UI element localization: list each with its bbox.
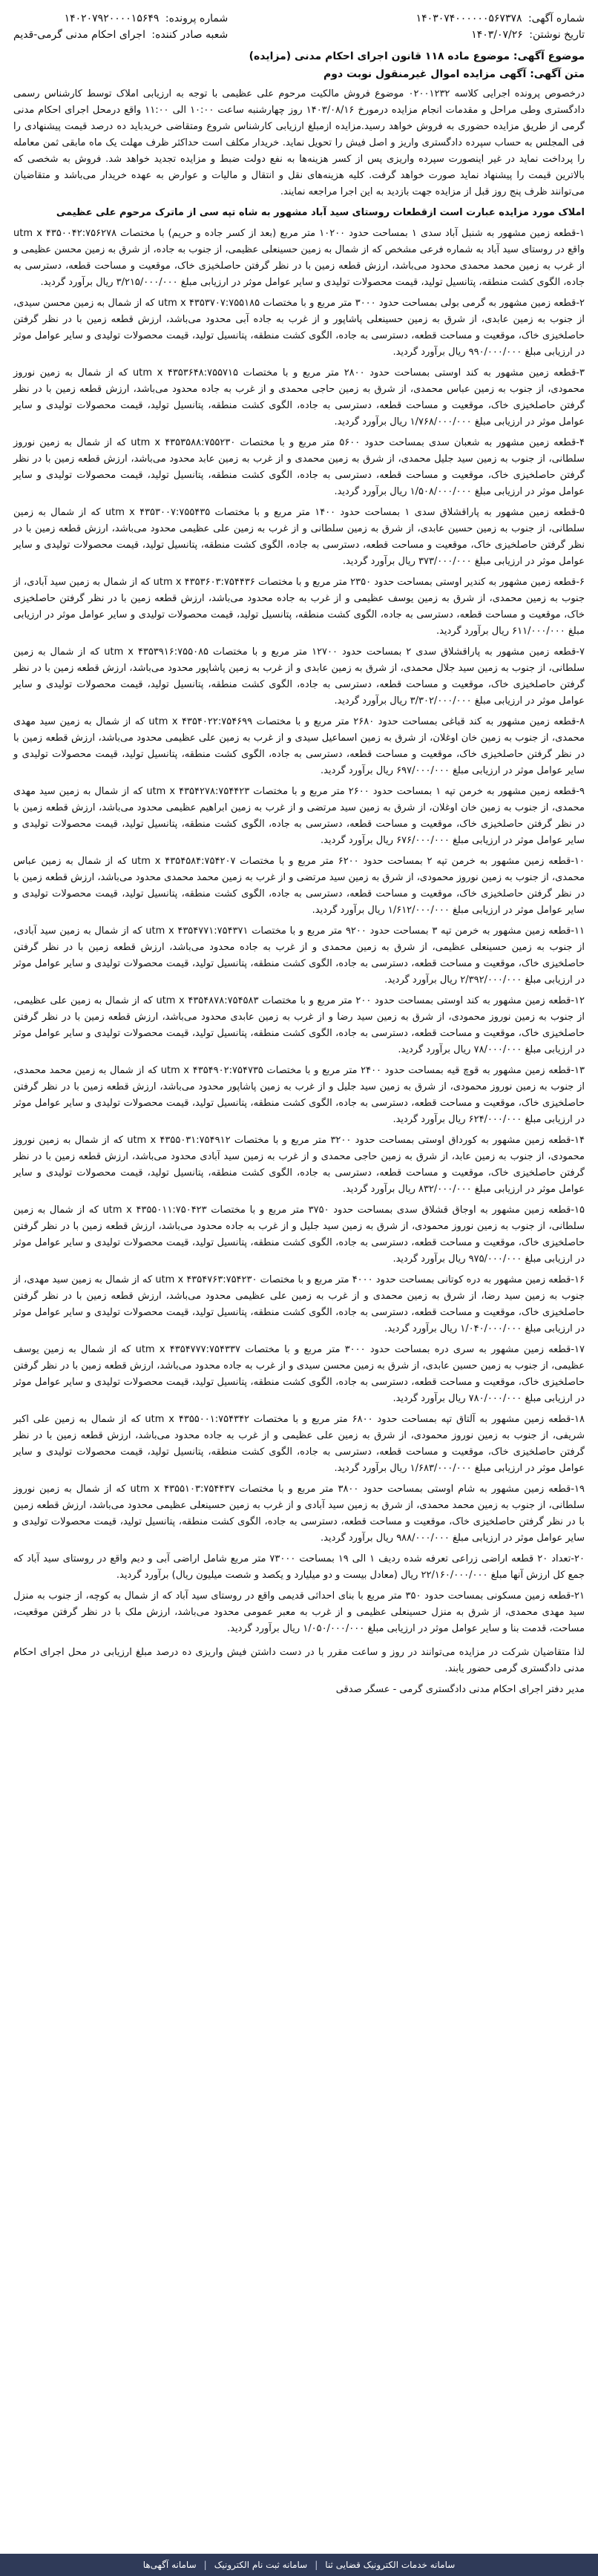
intro-heading: املاک مورد مزایده عبارت است ازقطعات روستای سید آباد مشهور به شاه تپه سی از ماترک مرحوم علی عظیمی xyxy=(56,207,585,218)
write-date-label: تاریخ نوشتن: xyxy=(529,29,585,41)
list-item: ۱-قطعه زمین مشهور به شنبل آباد سدی ۱ بمساحت حدود ۱۰۲۰۰ متر مربع (بعد از کسر جاده و حریم) با مختصات ۷۵۶۲۷۸:utm x ۴۳۵۰۰۴۲ واقع در روستای سید آباد به شماره فرعی مشخص که از شمال به زمین حسینعلی عظیمی، از جنوب به جاده، از شرق به زمین محسن عظیمی و از غرب به زمین محمد محمدی محدود می‌باشد، ارزش قطعه زمین با در نظر گرفتن حاصلخیزی خاک، موقعیت و مساحت قطعه، دسترسی به جاده، الگوی کشت منطقه، پتانسیل تولید، قیمت محصولات تولیدی و سایر عوامل موثر در ارزیابی مبلغ ۳/۲۱۵/۰۰۰/۰۰۰ ریال برآورد گردید. xyxy=(13,228,585,288)
list-item: ۱۱-قطعه زمین مشهور به خرمن تپه ۳ بمساحت حدود ۹۲۰۰ متر مربع و با مختصات ۷۵۴۳۷۱:utm x ۴۳۵۴۷۷۱ که از شمال به زمین سید آبادی، از جنوب به زمین حسینعلی عظیمی، از شرق به زمین محمدی و از غرب به جاده محدود می‌باشد، ارزش قطعه زمین با در نظر گرفتن حاصلخیزی خاک، موقعیت و مساحت قطعه، دسترسی به جاده، الگوی کشت منطقه، پتانسیل تولید، قیمت محصولات تولیدی و سایر عوامل موثر در ارزیابی مبلغ ۲/۳۹۲/۰۰۰/۰۰۰ ریال برآورد گردید. xyxy=(13,925,585,986)
list-item: ۷-قطعه زمین مشهور به پاراقشلاق سدی ۲ بمساحت حدود ۱۲۷۰۰ متر مربع و با مختصات ۷۵۵۰۸۵:utm x ۴۳۵۳۹۱۶ که از شمال به زمین سلطانی، از جنوب به زمین سید جلال محمدی، از شرق به زمین عابدی و از غرب به زمین پاشاپور محدود می‌باشد، ارزش قطعه زمین با در نظر گرفتن حاصلخیزی خاک، موقعیت و مساحت قطعه، دسترسی به جاده، الگوی کشت منطقه، پتانسیل تولید، قیمت محصولات تولیدی و سایر عوامل موثر در ارزیابی مبلغ ۳/۳۰۲/۰۰۰/۰۰۰ ریال برآورد گردید. xyxy=(13,646,585,707)
list-item: ۳-قطعه زمین مشهور به کند اوستی بمساحت حدود ۲۸۰۰ متر مربع و با مختصات ۷۵۵۷۱۵:utm x ۴۳۵۳۶۴۸ که از شمال به زمین نوروز محمودی، از جنوب به زمین عباس محمدی، از شرق به زمین حاجی محمدی و از غرب به جاده محدود می‌باشد، ارزش قطعه زمین با در نظر گرفتن حاصلخیزی خاک، موقعیت و مساحت قطعه، دسترسی به جاده، الگوی کشت منطقه، پتانسیل تولید، قیمت محصولات تولیدی و سایر عوامل موثر در ارزیابی مبلغ ۱/۷۶۸/۰۰۰/۰۰۰ ریال برآورد گردید. xyxy=(13,367,585,427)
case-number-label: شماره پرونده: xyxy=(165,13,229,24)
ad-number-label: شماره آگهی: xyxy=(528,13,585,24)
write-date-row xyxy=(416,27,585,43)
signature-line: مدیر دفتر اجرای احکام مدنی دادگستری گرمی - عسگر صدقی xyxy=(335,1684,585,1695)
footer-separator: | xyxy=(315,2560,318,2570)
ad-number-row xyxy=(416,10,585,27)
ad-type-line: متن آگهی: آگهی مزایده اموال غیرمنقول نوبت دوم xyxy=(323,68,585,80)
case-number-value: ۱۴۰۲۰۷۹۲۰۰۰۰۱۵۶۴۹ xyxy=(64,13,160,24)
list-item: ۱۹-قطعه زمین مشهور به شام اوستی بمساحت حدود ۳۸۰۰ متر مربع و با مختصات ۷۵۴۴۳۷:utm x ۴۳۵۵۱۰۳ که از شمال به زمین نوروز سلطانی، از جنوب به زمین محمد محمدی، از شرق به زمین سید آبادی و از غرب به زمین حسینعلی عظیمی محدود می‌باشد، ارزش قطعه زمین با در نظر گرفتن حاصلخیزی خاک، موقعیت و مساحت قطعه، دسترسی به جاده، الگوی کشت منطقه، پتانسیل تولید، قیمت محصولات تولیدی و سایر عوامل موثر در ارزیابی مبلغ ۹۸۸/۰۰۰/۰۰۰ ریال برآورد گردید. xyxy=(13,1484,585,1544)
list-item: ۱۷-قطعه زمین مشهور به سری دره بمساحت حدود ۳۰۰۰ متر مربع و با مختصات ۷۵۴۳۳۷:utm x ۴۳۵۴۷۷۷ که از شمال به زمین یوسف عظیمی، از جنوب به زمین حسین عابدی، از شرق به زمین محسن سیدی و از غرب به جاده محدود می‌باشد، ارزش قطعه زمین با در نظر گرفتن حاصلخیزی خاک، موقعیت و مساحت قطعه، دسترسی به جاده، الگوی کشت منطقه، پتانسیل تولید، قیمت محصولات تولیدی و سایر عوامل موثر در ارزیابی مبلغ ۷۸۰/۰۰۰/۰۰۰ ریال برآورد گردید. xyxy=(13,1344,585,1404)
footer-separator: | xyxy=(203,2560,207,2570)
list-item: ۱۲-قطعه زمین مشهور به کند اوستی بمساحت حدود ۲۰۰ متر مربع و با مختصات ۷۵۴۵۸۳:utm x ۴۳۵۴۸۷۸ که از شمال به زمین علی عظیمی، از جنوب به زمین نوروز محمودی، از شرق به زمین سید رضا و از غرب به زمین عابدی محدود می‌باشد، ارزش قطعه زمین با در نظر گرفتن حاصلخیزی خاک، موقعیت و مساحت قطعه، دسترسی به جاده، الگوی کشت منطقه، پتانسیل تولید، قیمت محصولات تولیدی و سایر عوامل موثر در ارزیابی مبلغ ۷۸/۰۰۰/۰۰۰ ریال برآورد گردید. xyxy=(13,995,585,1055)
list-item: ۵-قطعه زمین مشهور به پاراقشلاق سدی ۱ بمساحت حدود ۱۴۰۰ متر مربع و با مختصات ۷۵۵۴۳۵:utm x ۴۳۵۳۰۰۷ که از شمال به زمین سلطانی، از جنوب به زمین حسین عابدی، از شرق به زمین سلطانی و از غرب به زمین علی عظیمی محدود می‌باشد، ارزش قطعه زمین با در نظر گرفتن حاصلخیزی خاک، موقعیت و مساحت قطعه، دسترسی به جاده، الگوی کشت منطقه، پتانسیل تولید، قیمت محصولات تولیدی و سایر عوامل موثر در ارزیابی مبلغ ۳۷۳/۰۰۰/۰۰۰ ریال برآورد گردید. xyxy=(13,507,585,567)
intro-paragraph: درخصوص پرونده اجرایی کلاسه ۰۲۰۰۱۲۳۲ موضوع فروش مالکیت مرحوم علی عظیمی با توجه به ارزیابی املاک توسط کارشناس رسمی دادگستری وطی مراحل و مقدمات انجام مزایده درمورخ ۱۴۰۳/۰۸/۱۶ روز چهارشنبه ساعت ۱۰:۰۰ الی ۱۱:۰۰ واقع درمحل اجرای احکام مدنی گرمی از طریق مزایده حضوری به فروش خواهد رسید.مزایده ازمبلغ ارزیابی کارشناس شروع ومتقاضی خریدباید ده درصد قیمت پیشنهادی را فی المجلس به حساب سپرده دادگستری واریز و اصل فیش را تحویل نماید. خریدار مکلف است حداکثر ظرف مهلت یک ماه مابقی ثمن معامله را پرداخت نماید در غیر اینصورت سپرده واریزی پس از کسر هزینه‌ها به نفع دولت ضبط و مزایده تجدید خواهد شد. فروش به شخصی که بالاترین قیمت را پیشنهاد نماید صورت خواهد گرفت. کلیه هزینه‌های نقل و انتقال و مالیات و عوارض به عهده خریدار می‌باشد و متقاضیان می‌توانند ظرف پنج روز قبل از مزایده جهت بازدید به این اجرا مراجعه نمایند. xyxy=(13,88,585,197)
list-item: ۴-قطعه زمین مشهور به شعبان سدی بمساحت حدود ۵۶۰۰ متر مربع و با مختصات ۷۵۵۲۳۰:utm x ۴۳۵۳۵۸۸ که از شمال به زمین نوروز سلطانی، از جنوب به زمین سید جلیل محمدی، از شرق به زمین محمدی و از غرب به زمین عابد محدود می‌باشد، ارزش قطعه زمین با در نظر گرفتن حاصلخیزی خاک، موقعیت و مساحت قطعه، دسترسی به جاده، الگوی کشت منطقه، پتانسیل تولید، قیمت محصولات تولیدی و سایر عوامل موثر در ارزیابی مبلغ ۱/۵۰۸/۰۰۰/۰۰۰ ریال برآورد گردید. xyxy=(13,437,585,497)
list-item: ۱۶-قطعه زمین مشهور به دره کوتانی بمساحت حدود ۴۰۰۰ متر مربع و با مختصات ۷۵۴۲۳۰:utm x ۴۳۵۴۷۶۳ که از شمال به زمین سید مهدی، از جنوب به زمین سید رضا، از شرق به زمین محمدی و از غرب به زمین علی عظیمی محدود می‌باشد، ارزش قطعه زمین با در نظر گرفتن حاصلخیزی خاک، موقعیت و مساحت قطعه، دسترسی به جاده، الگوی کشت منطقه، پتانسیل تولید، قیمت محصولات تولیدی و سایر عوامل موثر در ارزیابی مبلغ ۱/۰۴۰/۰۰۰/۰۰۰ ریال برآورد گردید. xyxy=(13,1274,585,1334)
write-date-value: ۱۴۰۳/۰۷/۲۶ xyxy=(471,29,523,41)
list-item: ۲۱-قطعه زمین مسکونی بمساحت حدود ۳۵۰ متر مربع با بنای احداثی قدیمی واقع در روستای سید آباد که از شمال به کوچه، از جنوب به منزل سید مهدی محمدی، از شرق به منزل حسینعلی عظیمی و از غرب به معبر عمومی محدود می‌باشد، ارزش ملک با در نظر گرفتن موقعیت، مساحت، قدمت بنا و سایر عوامل موثر در ارزیابی مبلغ ۱/۰۵۰/۰۰۰/۰۰۰ ریال برآورد گردید. xyxy=(13,1590,585,1634)
issuing-branch-value: اجرای احکام مدنی گرمی-قدیم xyxy=(13,29,145,41)
ad-number-value: ۱۴۰۳۰۷۴۰۰۰۰۰۰۵۶۷۳۷۸ xyxy=(415,13,522,24)
list-item: ۱۵-قطعه زمین مشهور به اوجاق قشلاق سدی بمساحت حدود ۳۷۵۰ متر مربع و با مختصات ۷۵۰۴۲۳:utm x ۴۳۵۵۰۱۱ که از شمال به زمین سلطانی، از جنوب به زمین نوروز محمودی، از شرق به زمین سید جلیل و از غرب به جاده محدود می‌باشد، ارزش قطعه زمین با در نظر گرفتن حاصلخیزی خاک، موقعیت و مساحت قطعه، دسترسی به جاده، الگوی کشت منطقه، پتانسیل تولید، قیمت محصولات تولیدی و سایر عوامل موثر در ارزیابی مبلغ ۹۷۵/۰۰۰/۰۰۰ ریال برآورد گردید. xyxy=(13,1205,585,1265)
case-number-row xyxy=(13,10,228,27)
items-list xyxy=(0,226,598,1637)
issuing-branch-label: شعبه صادر کننده: xyxy=(151,29,229,41)
footer-link-ads[interactable]: سامانه آگهی‌ها xyxy=(142,2560,197,2570)
list-item: ۹-قطعه زمین مشهور به خرمن تپه ۱ بمساحت حدود ۲۶۰۰ متر مربع و با مختصات ۷۵۴۴۲۳:utm x ۴۳۵۴۲۷۸ که از شمال به زمین سید مهدی محمدی، از جنوب به زمین خان اوغلان، از شرق به زمین سید مرتضی و از غرب به زمین ابراهیم عظیمی محدود می‌باشد، ارزش قطعه زمین با در نظر گرفتن حاصلخیزی خاک، موقعیت و مساحت قطعه، دسترسی به جاده، الگوی کشت منطقه، پتانسیل تولید، قیمت محصولات تولیدی و سایر عوامل موثر در ارزیابی مبلغ ۶۷۶/۰۰۰/۰۰۰ ریال برآورد گردید. xyxy=(13,786,585,846)
list-item: ۸-قطعه زمین مشهور به کند قباغی بمساحت حدود ۲۶۸۰ متر مربع و با مختصات ۷۵۴۶۹۹:utm x ۴۳۵۴۰۲۲ که از شمال به زمین سید مهدی محمدی، از جنوب به زمین خان اوغلان، از شرق به زمین اسماعیل سیدی و از غرب به زمین علی عظیمی محدود می‌باشد، ارزش قطعه زمین با در نظر گرفتن حاصلخیزی خاک، موقعیت و مساحت قطعه، دسترسی به جاده، الگوی کشت منطقه، پتانسیل تولید، قیمت محصولات تولیدی و سایر عوامل موثر در ارزیابی مبلغ ۶۹۷/۰۰۰/۰۰۰ ریال برآورد گردید. xyxy=(13,716,585,776)
subject-line: موضوع آگهی: موضوع ماده ۱۱۸ قانون اجرای احکام مدنی (مزایده) xyxy=(249,50,585,62)
list-item: ۶-قطعه زمین مشهور به کندیر اوستی بمساحت حدود ۲۳۵۰ متر مربع و با مختصات ۷۵۴۴۳۶:utm x ۴۳۵۳۶۰۳ که از شمال به زمین سید آبادی، از جنوب به زمین محمدی، از شرق به زمین یوسف عظیمی و از غرب به جاده محدود می‌باشد، ارزش قطعه زمین با در نظر گرفتن حاصلخیزی خاک، موقعیت و مساحت قطعه، دسترسی به جاده، الگوی کشت منطقه، پتانسیل تولید، قیمت محصولات تولیدی و سایر عوامل موثر در ارزیابی مبلغ ۶۱۱/۰۰۰/۰۰۰ ریال برآورد گردید. xyxy=(13,577,585,637)
list-item: ۱۸-قطعه زمین مشهور به آلتاق تپه بمساحت حدود ۶۸۰۰ متر مربع و با مختصات ۷۵۴۳۴۲:utm x ۴۳۵۵۰۰۱ که از شمال به زمین علی اکبر شریفی، از جنوب به زمین نوروز محمودی، از شرق به زمین علی عظیمی و از غرب به جاده محدود می‌باشد، ارزش قطعه زمین با در نظر گرفتن حاصلخیزی خاک، موقعیت و مساحت قطعه، دسترسی به جاده، الگوی کشت منطقه، پتانسیل تولید، قیمت محصولات تولیدی و سایر عوامل موثر در ارزیابی مبلغ ۱/۶۸۳/۰۰۰/۰۰۰ ریال برآورد گردید. xyxy=(13,1414,585,1474)
list-item: ۱۰-قطعه زمین مشهور به خرمن تپه ۲ بمساحت حدود ۶۲۰۰ متر مربع و با مختصات ۷۵۴۲۰۷:utm x ۴۳۵۴۵۸۴ که از شمال به زمین عباس محمدی، از جنوب به زمین نوروز محمودی، از شرق به زمین سید مرتضی و از غرب به زمین محمد محمدی محدود می‌باشد، ارزش قطعه زمین با در نظر گرفتن حاصلخیزی خاک، موقعیت و مساحت قطعه، دسترسی به جاده، الگوی کشت منطقه، پتانسیل تولید، قیمت محصولات تولیدی و سایر عوامل موثر در ارزیابی مبلغ ۱/۶۱۲/۰۰۰/۰۰۰ ریال برآورد گردید. xyxy=(13,856,585,916)
list-item: ۲۰-تعداد ۲۰ قطعه اراضی زراعی تعرفه شده ردیف ۱ الی ۱۹ بمساحت ۷۳۰۰۰ متر مربع شامل اراضی آبی و دیم واقع در روستای سید آباد که جمع کل ارزش آنها مبلغ ۲۲/۱۶۰/۰۰۰/۰۰۰ ریال (معادل بیست و دو میلیارد و یکصد و شصت میلیون ریال) برآورد گردید. xyxy=(13,1553,585,1581)
footer-bar xyxy=(0,2554,598,2576)
list-item: ۱۴-قطعه زمین مشهور به کورداق اوستی بمساحت حدود ۳۲۰۰ متر مربع و با مختصات ۷۵۴۹۱۲:utm x ۴۳۵۵۰۳۱ که از شمال به زمین نوروز محمودی، از جنوب به زمین عابد، از شرق به زمین حاجی محمدی و از غرب به زمین سید آبادی محدود می‌باشد، ارزش قطعه زمین با در نظر گرفتن حاصلخیزی خاک، موقعیت و مساحت قطعه، دسترسی به جاده، الگوی کشت منطقه، پتانسیل تولید، قیمت محصولات تولیدی و سایر عوامل موثر در ارزیابی مبلغ ۸۳۲/۰۰۰/۰۰۰ ریال برآورد گردید. xyxy=(13,1135,585,1195)
list-item: ۱۳-قطعه زمین مشهور به قوچ قیه بمساحت حدود ۲۴۰۰ متر مربع و با مختصات ۷۵۴۷۳۵:utm x ۴۳۵۴۹۰۲ که از شمال به زمین محمد محمدی، از جنوب به زمین نوروز محمودی، از شرق به زمین سید جلیل و از غرب به زمین پاشاپور محدود می‌باشد، ارزش قطعه زمین با در نظر گرفتن حاصلخیزی خاک، موقعیت و مساحت قطعه، دسترسی به جاده، الگوی کشت منطقه، پتانسیل تولید، قیمت محصولات تولیدی و سایر عوامل موثر در ارزیابی مبلغ ۶۲۴/۰۰۰/۰۰۰ ریال برآورد گردید. xyxy=(13,1065,585,1125)
document-header xyxy=(0,0,598,47)
footer-link-registration[interactable]: سامانه ثبت نام الکترونیک xyxy=(214,2560,308,2570)
header-right xyxy=(416,10,585,43)
footer-link-sana[interactable]: سامانه خدمات الکترونیک قضایی ثنا xyxy=(325,2560,456,2570)
header-left xyxy=(13,10,228,43)
list-item: ۲-قطعه زمین مشهور به گرمی بولی بمساحت حدود ۳۰۰۰ متر مربع و با مختصات ۷۵۵۱۸۵:utm x ۴۳۵۳۷۰۷ که از شمال به زمین محسن سیدی، از جنوب به زمین عابدی، از شرق به زمین حسینعلی پاشاپور و از غرب به جاده آبی محدود می‌باشد، ارزش قطعه زمین با در نظر گرفتن حاصلخیزی خاک، موقعیت و مساحت قطعه، دسترسی به جاده، الگوی کشت منطقه، پتانسیل تولید، قیمت محصولات تولیدی و سایر عوامل موثر در ارزیابی مبلغ ۹۹۰/۰۰۰/۰۰۰ ریال برآورد گردید. xyxy=(13,298,585,358)
issuing-branch-row xyxy=(13,27,228,43)
closing-paragraph: لذا متقاضیان شرکت در مزایده می‌توانند در روز و ساعت مقرر با در دست داشتن فیش واریزی ده درصد مبلغ ارزیابی در محل اجرای احکام مدنی دادگستری گرمی حضور یابند. xyxy=(13,1647,585,1674)
